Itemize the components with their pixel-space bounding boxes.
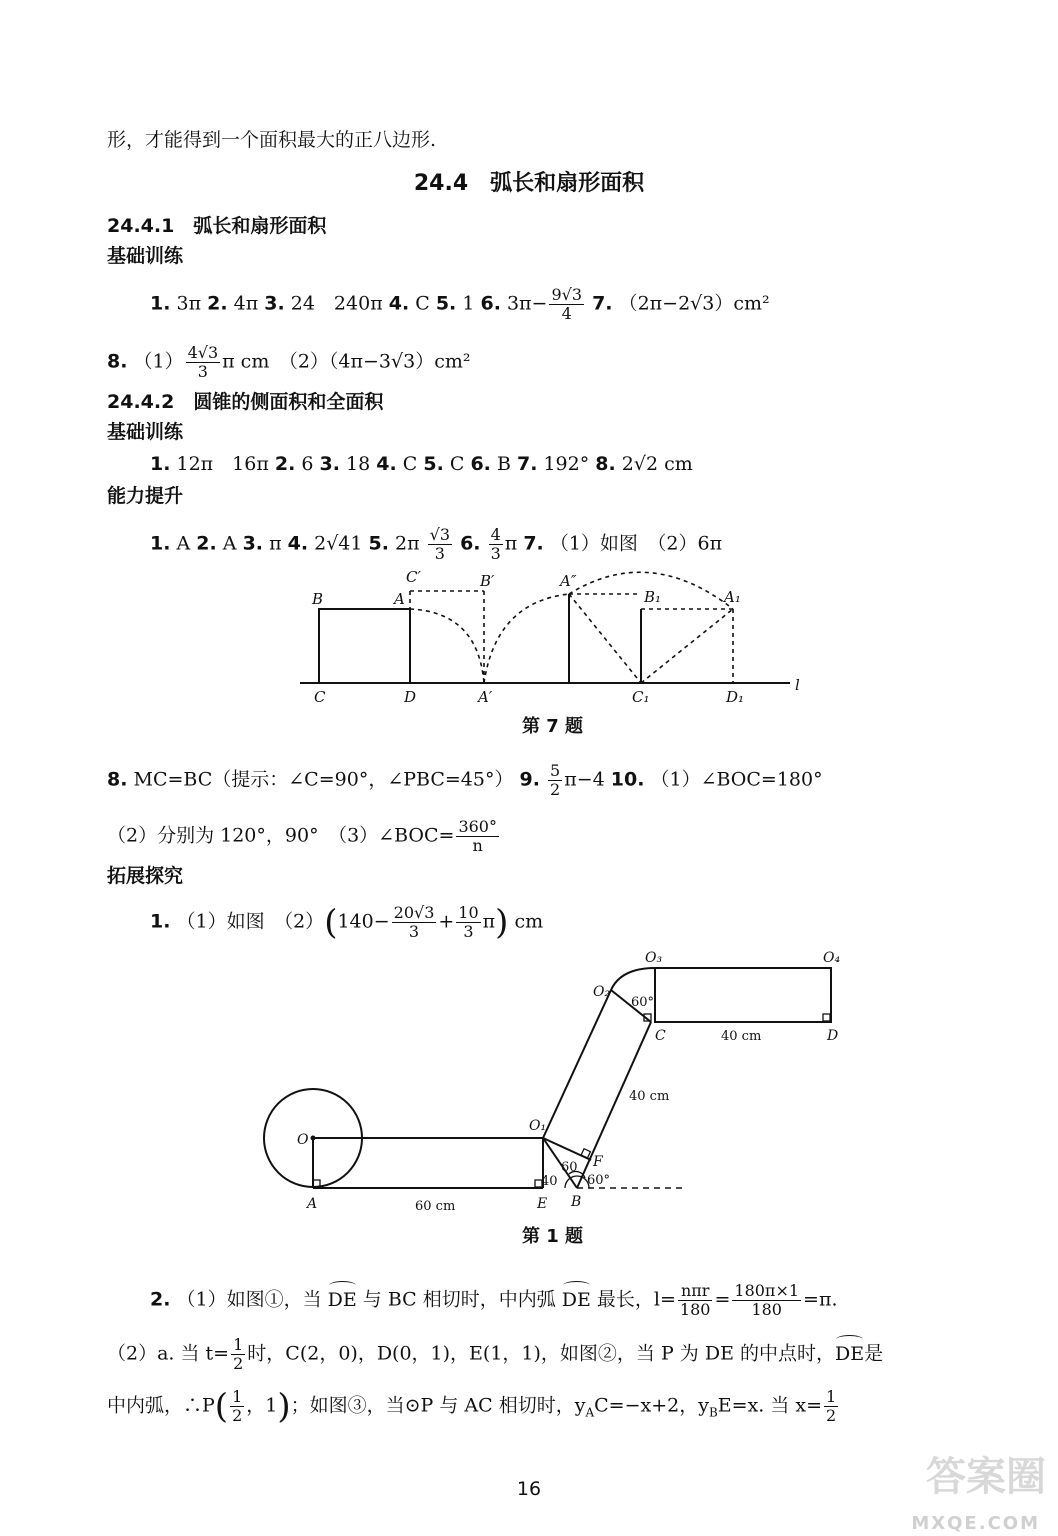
fraction: $\frac{10}{3}$: [458, 903, 479, 941]
svg-text:D: D: [827, 1028, 839, 1044]
fraction: $\frac{√3}{3}$: [429, 525, 451, 563]
basic-training-label-2: 基础训练: [107, 421, 184, 443]
svg-text:C: C: [655, 1028, 666, 1044]
svg-text:O₄: O₄: [823, 950, 841, 966]
svg-text:B′: B′: [480, 572, 495, 590]
fraction: $\frac{1}{2}$: [233, 1335, 244, 1373]
fraction: $\frac{9√3}{4}$: [551, 285, 583, 323]
svg-text:60 cm: 60 cm: [415, 1199, 456, 1214]
intro-text: 形，才能得到一个面积最大的正八边形.: [107, 129, 437, 151]
svg-text:60: 60: [561, 1160, 578, 1175]
svg-text:C′: C′: [406, 568, 421, 586]
subsection-heading-2: 24.4.2 圆锥的侧面积和全面积: [107, 391, 384, 413]
q10-line2: （2）分别为 120°，90° （3）∠BOC= $\frac{360^\circ}{n}$: [107, 817, 497, 855]
extension-label: 拓展探究: [107, 865, 184, 887]
subsection-heading-1: 24.4.1 弧长和扇形面积: [107, 215, 327, 237]
svg-text:O: O: [297, 1132, 309, 1148]
svg-text:D: D: [404, 688, 417, 706]
svg-text:60°: 60°: [587, 1173, 611, 1188]
fraction: $\frac{360^\circ}{n}$: [458, 817, 497, 855]
svg-text:40 cm: 40 cm: [721, 1029, 762, 1044]
basic-training-label-1: 基础训练: [107, 245, 184, 267]
svg-text:O₃: O₃: [645, 950, 663, 966]
fraction: $\frac{5}{2}$: [550, 761, 561, 799]
extension-q1-line: 1. （1）如图 （2）(140− $\frac{20√3}{3}$ + $\frac{10}{3}$ π) cm: [150, 902, 544, 943]
svg-text:B₁: B₁: [644, 588, 662, 606]
figure-7: [290, 562, 830, 710]
fraction: $\frac{180\pi\times 1}{180}$: [734, 1281, 800, 1319]
s1-answers-line: 1. 3π 2. 4π 3. 24 240π 4. C 5. 1 6. 3π− $\frac{9√3}{4}$ 7. （2π−2√3）cm²: [150, 285, 770, 323]
section-title: 24.4 弧长和扇形面积: [413, 171, 645, 196]
svg-text:B: B: [571, 1194, 582, 1210]
figure-1: [255, 942, 855, 1217]
svg-text:60°: 60°: [631, 995, 655, 1010]
q8-q10-line: 8. MC=BC（提示：∠C=90°，∠PBC=45°） 9. $\frac{5}{2}$ π−4 10. （1）∠BOC=180°: [107, 761, 823, 799]
svg-text:A″: A″: [560, 572, 577, 590]
svg-text:40 cm: 40 cm: [629, 1089, 670, 1104]
svg-text:A′: A′: [478, 688, 493, 706]
fraction: $\frac{4√3}{3}$: [187, 343, 219, 381]
q2-line2: （2）a. 当 t= $\frac{1}{2}$ 时，C(2，0)，D(0，1)，E(1，1)，如图②，当 P 为 DE 的中点时，DE是: [107, 1335, 884, 1373]
svg-text:O₁: O₁: [529, 1118, 547, 1134]
fraction: $\frac{\text{nπr}}{180}$: [679, 1281, 711, 1319]
square-abcd: [319, 609, 410, 683]
svg-text:B: B: [312, 590, 324, 608]
s1-q8-line: 8. （1） $\frac{4√3}{3}$ π cm （2）（4π−3√3）cm²: [107, 343, 471, 381]
q2-line3: 中内弧，∴P( $\frac{1}{2}$ ，1)；如图③，当⊙P 与 AC 相切时，$y_AC=-x+2$，$y_BE=x$. 当 x= $\frac{1}{2}$: [107, 1386, 837, 1427]
q2-line1: 2. （1）如图①，当 DE 与 BC 相切时，中内弧 DE 最长，l= $\frac{\text{nπr}}{180}$ = $\frac{180\pi\times 1}{180}$ =π.: [150, 1281, 838, 1319]
s2-answers-line: 1. 12π 16π 2. 6 3. 18 4. C 5. C 6. B 7. 192° 8. 2√2 cm: [150, 453, 693, 475]
watermark-logo: 答案圈: [926, 1454, 1046, 1500]
svg-text:E: E: [537, 1196, 548, 1212]
svg-text:D₁: D₁: [726, 688, 745, 706]
svg-text:F: F: [593, 1154, 603, 1170]
svg-text:l: l: [795, 676, 800, 694]
s2-ability-line: 1. A 2. A 3. π 4. 2√41 5. 2π $\frac{√3}{3}$ 6. $\frac{4}{3}$ π 7. （1）如图 （2）6π: [150, 525, 723, 563]
fraction: $\frac{4}{3}$: [490, 525, 501, 563]
svg-text:A: A: [394, 590, 405, 608]
figure-7-caption: 第 7 题: [522, 716, 584, 737]
page-number: 16: [516, 1478, 542, 1500]
svg-text:A: A: [307, 1196, 318, 1212]
svg-text:O₂: O₂: [593, 984, 611, 1000]
fraction: $\frac{1}{2}$: [826, 1387, 837, 1425]
fraction: $\frac{1}{2}$: [232, 1387, 243, 1425]
svg-text:C: C: [314, 688, 326, 706]
svg-text:40: 40: [541, 1174, 558, 1189]
fraction: $\frac{20√3}{3}$: [393, 903, 435, 941]
svg-text:C₁: C₁: [632, 688, 650, 706]
figure-1-caption: 第 1 题: [522, 1226, 584, 1247]
ability-label: 能力提升: [107, 485, 184, 507]
svg-text:A₁: A₁: [724, 588, 741, 606]
watermark-url: MXQE.COM: [911, 1513, 1040, 1534]
